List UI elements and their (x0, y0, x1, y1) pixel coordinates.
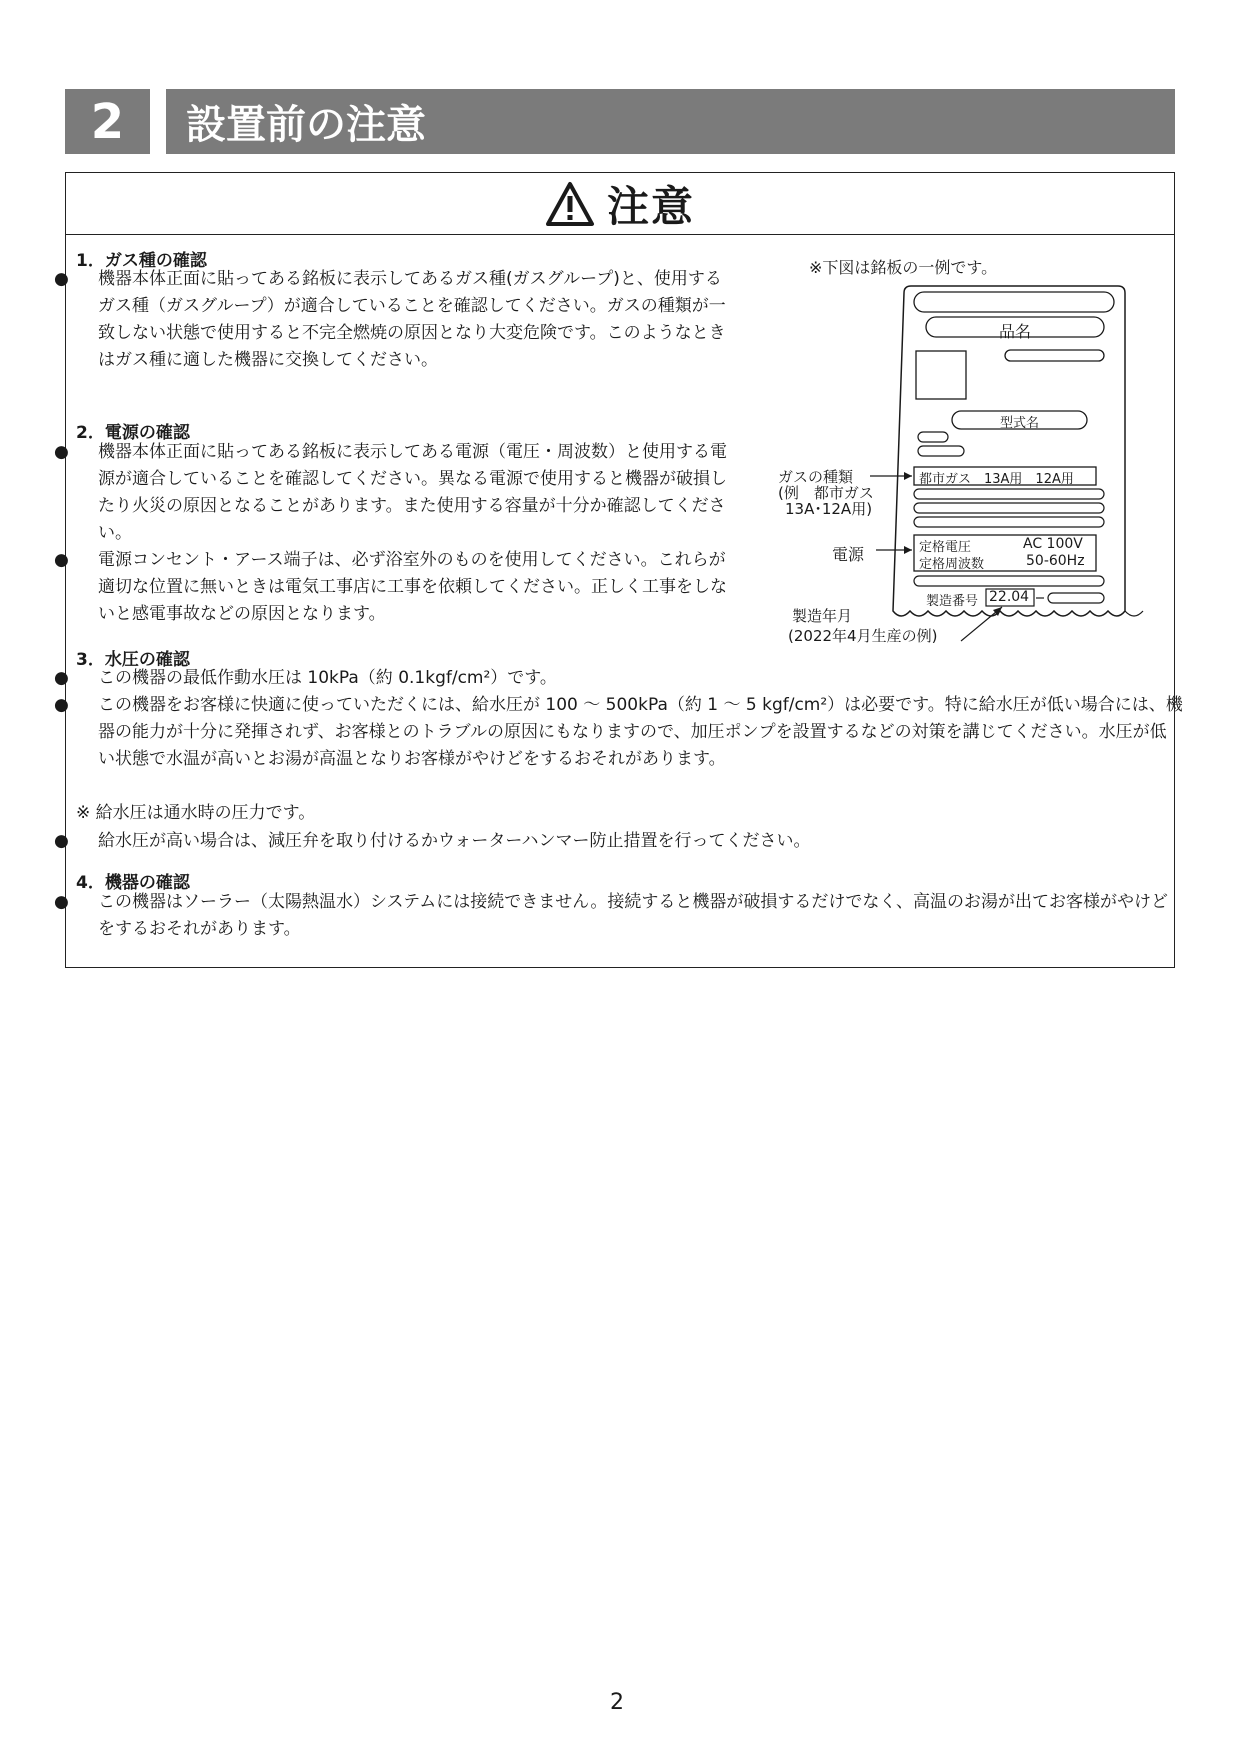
sec2-bullet2: ● 電源コンセント・アース端子は、必ず浴室外のものを使用してください。これらが適切な位置に無いときは電気工事店に工事を依頼してください。正しく工事をしないと感電事故などの原因となります。 (76, 547, 738, 628)
section-number: 2 (65, 89, 150, 154)
plate-gas-row: 都市ガス 13A用 12A用 (919, 472, 1074, 487)
sec3-note: ※ 給水圧は通水時の圧力です。 (76, 803, 316, 823)
sec2-heading: 2．電源の確認 (76, 423, 190, 443)
sec3-bullet1: ● この機器の最低作動水圧は 10kPa（約 0.1kgf/cm²）です。 (76, 665, 1183, 692)
bullet-icon: ● (54, 442, 69, 462)
caution-box (54, 172, 1183, 968)
sec3-heading: 3．水圧の確認 (76, 650, 190, 670)
section-title: 設置前の注意 (166, 89, 1175, 154)
bullet-icon: ● (54, 892, 69, 912)
gas-type-example: (例 都市ガス (778, 484, 874, 502)
plate-voltage-label: 定格電圧 (919, 540, 972, 555)
sec2-bullet1: ● 機器本体正面に貼ってある銘板に表示してある電源（電圧・周波数）と使用する電源が適合していることを確認してください。異なる電源で使用すると機器が破損したり火災の原因となることがあります。また使用する容量が十分か確認してください。 (76, 439, 738, 547)
caution-label: 注意 (606, 181, 695, 231)
manufacture-date-example: (2022年4月生産の例) (788, 627, 938, 645)
plate-freq-value: 50-60Hz (1026, 553, 1085, 569)
gas-type-example-2: 13A･12A用) (785, 500, 873, 518)
plate-serial-label: 製造番号 (926, 594, 979, 609)
plate-model-name: 型式名 (999, 416, 1039, 431)
bullet-icon: ● (54, 668, 69, 688)
power-label: 電源 (832, 545, 865, 564)
plate-product-name: 品名 (998, 322, 1031, 341)
gas-type-label: ガスの種類 (778, 468, 854, 486)
bullet-icon: ● (54, 831, 69, 851)
sec1-heading: 1．ガス種の確認 (76, 251, 207, 271)
plate-serial-value: 22.04 (989, 589, 1030, 605)
page-number: 2 (610, 1690, 624, 1715)
sec3-bullet2: ● この機器をお客様に快適に使っていただくには、給水圧が 100 ～ 500kPa（約 1 ～ 5 kgf/cm²）は必要です。特に給水圧が低い場合には、機器の能力が十分に発揮されず、お客様とのトラブルの原因にもなりますので、加圧ポンプを設置するなどの対策を講じてください。水圧が低い状態で水温が高いとお湯が高温となりお客様がやけどをするおそれがあります。 (76, 692, 1183, 773)
sec4-heading: 4．機器の確認 (76, 873, 190, 893)
sec3-bullet3: ● 給水圧が高い場合は、減圧弁を取り付けるかウォーターハンマー防止措置を行ってください。 (76, 828, 1183, 855)
bullet-icon: ● (54, 695, 69, 715)
sec4-bullet1: ● この機器はソーラー（太陽熱温水）システムには接続できません。接続すると機器が破損するだけでなく、高温のお湯が出てお客様がやけどをするおそれがあります。 (76, 889, 1183, 943)
manufacture-date-label: 製造年月 (792, 607, 853, 625)
bullet-icon: ● (54, 269, 69, 289)
diagram-caption: ※下図は銘板の一例です。 (809, 258, 998, 277)
plate-freq-label: 定格周波数 (919, 557, 985, 572)
bullet-icon: ● (54, 550, 69, 570)
sec1-bullet1: ● 機器本体正面に貼ってある銘板に表示してあるガス種(ガスグループ)と、使用するガス種（ガスグループ）が適合していることを確認してください。ガスの種類が一致しない状態で使用すると不完全燃焼の原因となり大変危険です。このようなときはガス種に適した機器に交換してください。 (76, 266, 738, 374)
plate-voltage-value: AC 100V (1023, 536, 1083, 552)
